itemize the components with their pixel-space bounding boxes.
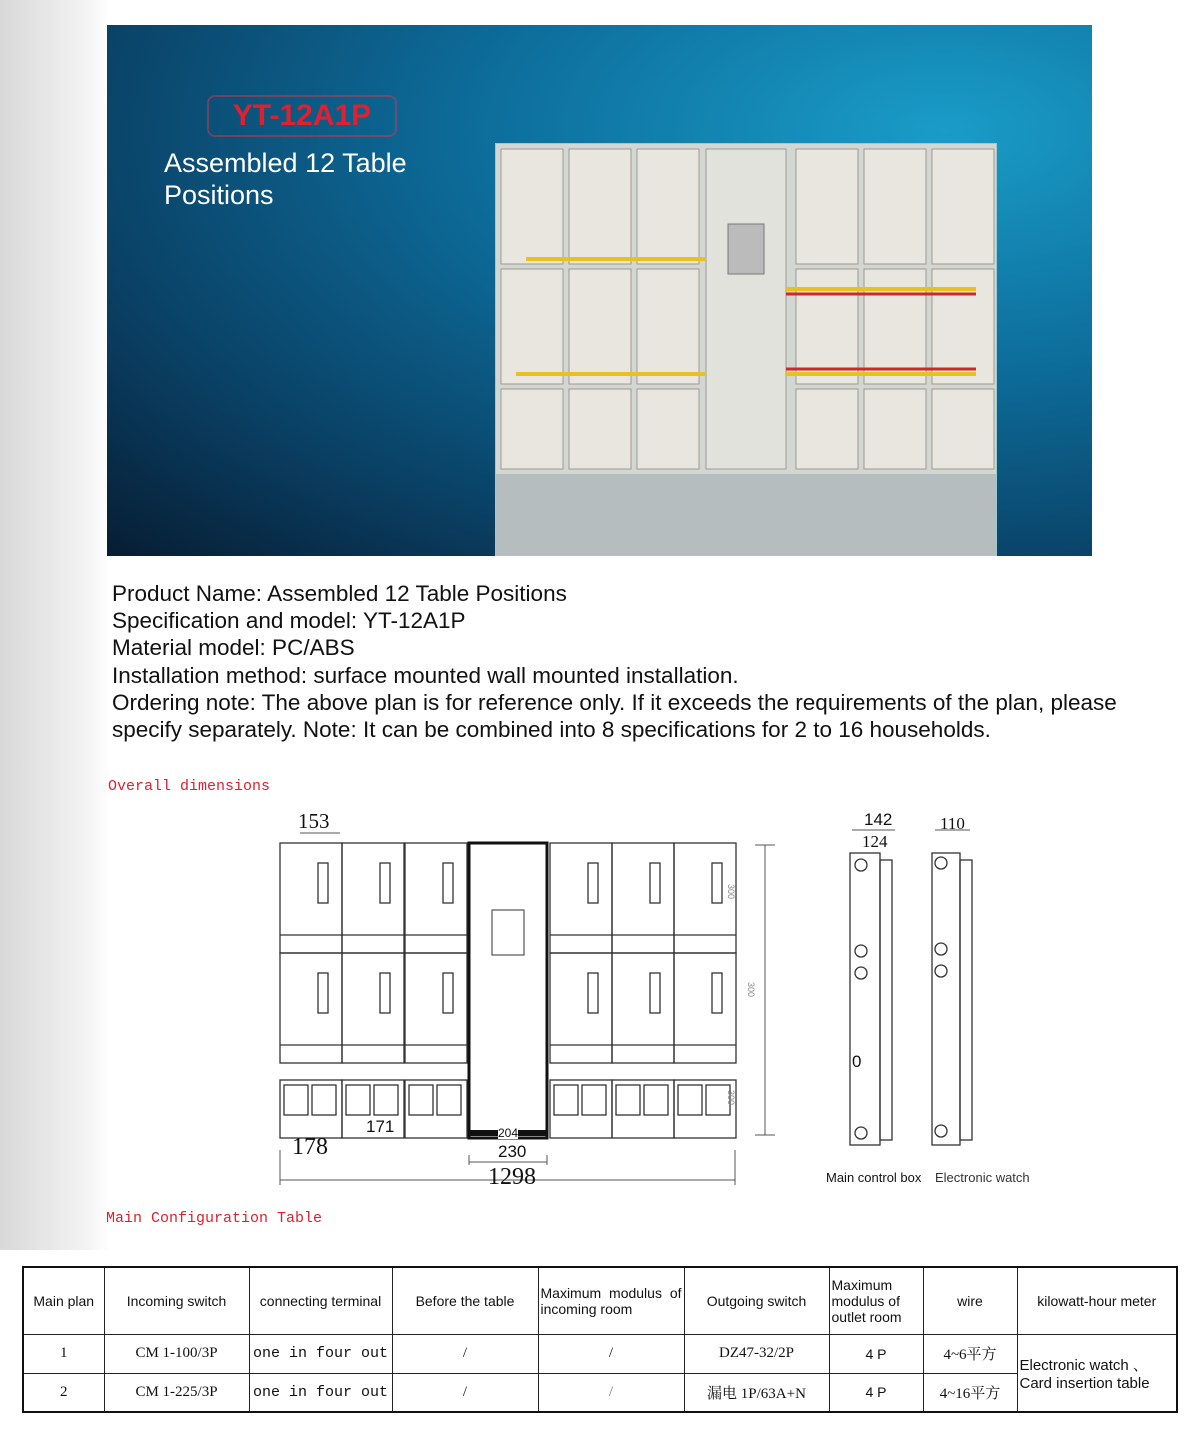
meter-compartment [637,389,699,469]
product-name: Product Name: Assembled 12 Table Positions [112,581,567,606]
cell: / [392,1334,538,1373]
header-cell: connecting terminal [249,1267,392,1334]
cell: 4 P [829,1334,923,1373]
header-cell: kilowatt-hour meter [1017,1267,1177,1334]
cell: one in four out [249,1334,392,1373]
material: Material model: PC/ABS [112,635,355,661]
meter-compartment [637,149,699,264]
dim-zero: 0 [852,1052,862,1071]
header-cell: Main plan [23,1267,104,1334]
dim-300-top: 300 [726,883,737,900]
specification: Specification and model: YT-12A1P [112,608,466,634]
meter-compartment [932,389,994,469]
meter-compartment [569,269,631,384]
drawing-compartment [405,843,467,953]
meter-compartment [932,269,994,384]
cell: / [538,1373,684,1412]
drawing-compartment [612,953,674,1063]
cell: 漏电 1P/63A+N [684,1373,829,1412]
drawing-compartment [550,843,612,953]
cell: 4~16平方 [923,1373,1017,1412]
electronic-watch-label: Electronic watch [935,1170,1030,1185]
meter-compartment [501,269,563,384]
drawing-compartment [550,953,612,1063]
page-edge [0,0,110,1250]
dimension-drawing [270,805,1030,1200]
installation: Installation method: surface mounted wall mounted installation. [112,662,739,688]
meter-compartment [864,389,926,469]
front-view-drawing [270,805,1030,1200]
configuration-table [22,1266,1178,1413]
meter-compartment [637,269,699,384]
header-cell: wire [923,1267,1017,1334]
main-control-box-label: Main control box [826,1170,922,1185]
cell: one in four out [249,1373,392,1412]
meter-compartment [569,389,631,469]
cell: 4~6平方 [923,1334,1017,1373]
dim-171: 171 [366,1117,395,1136]
cell: DZ47-32/2P [684,1334,829,1373]
drawing-compartment [280,843,342,953]
dim-1298: 1298 [488,1164,536,1190]
model-badge: YT-12A1P [207,95,397,137]
banner-subtitle: Assembled 12 Table Positions [164,148,407,210]
dimensions-heading: Overall dimensions [108,778,271,795]
dim-153: 153 [298,809,330,833]
meter-compartment [796,389,858,469]
drawing-compartment [405,1080,467,1138]
dim-204: 204 [498,1126,519,1140]
product-description [112,580,1152,743]
meter-compartment [864,269,926,384]
header-cell: Before the table [392,1267,538,1334]
ordering-note: Ordering note: The above plan is for reference only. If it exceeds the requirements of the plan, please specify separately. Note: It can be combined into 8 specifications for 2 to 16 households. [112,689,1117,743]
meter-compartment [932,149,994,264]
dim-110: 110 [940,814,965,833]
cell: 1 [23,1334,104,1373]
meter-box-illustration [496,144,996,555]
drawing-compartment [405,953,467,1063]
dim-142: 142 [864,810,893,829]
meter-compartment [796,269,858,384]
drawing-compartment [612,843,674,953]
dim-300-middle: 300 [746,981,757,998]
meter-cell: Electronic watch 、Card insertion table [1017,1334,1177,1412]
cell: / [392,1373,538,1412]
header-cell: Maximum modulus of incoming room [538,1267,684,1334]
header-cell: Outgoing switch [684,1267,829,1334]
dim-230: 230 [498,1142,527,1161]
cell: CM 1-100/3P [104,1334,249,1373]
dim-124: 124 [862,832,888,851]
drawing-compartment [342,953,404,1063]
drawing-compartment [550,1080,612,1138]
header-cell: Incoming switch [104,1267,249,1334]
table-row [23,1373,1177,1412]
dim-178: 178 [292,1134,328,1160]
drawing-compartment [612,1080,674,1138]
config-heading: Main Configuration Table [106,1210,323,1227]
drawing-compartment [674,953,736,1063]
meter-compartment [864,149,926,264]
meter-compartment [796,149,858,264]
product-banner [107,25,1092,556]
drawing-compartment [280,953,342,1063]
cell: 4 P [829,1373,923,1412]
cell: / [538,1334,684,1373]
drawing-compartment [674,1080,736,1138]
drawing-compartment [280,1080,342,1138]
header-cell: Maximum modulus of outlet room [829,1267,923,1334]
cell: 2 [23,1373,104,1412]
table-header-row [23,1267,1177,1334]
dim-300-bottom: 300 [726,1089,737,1106]
meter-compartment [501,149,563,264]
meter-compartment [569,149,631,264]
cell: CM 1-225/3P [104,1373,249,1412]
table-row [23,1334,1177,1373]
product-photo [495,143,997,556]
drawing-compartment [342,843,404,953]
meter-compartment [501,389,563,469]
